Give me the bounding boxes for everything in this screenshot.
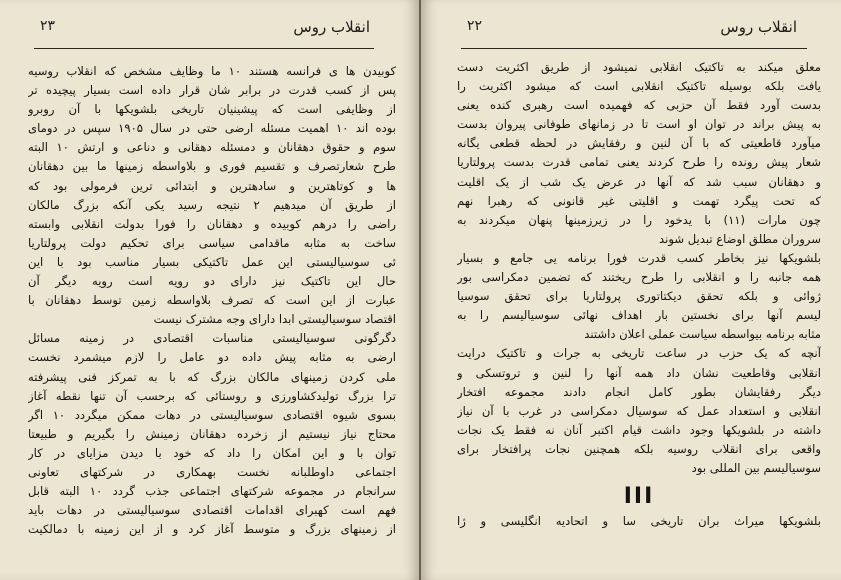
text-line: حال این تاکتیک نیز دارای دو رویه است رویه دیگر آن <box>28 274 396 289</box>
text-line: ارضی به مثابه پیش داده دو عامل را لازم میشمرد نخست <box>28 350 396 365</box>
text-line: داشته در بلشویکها وجود داشت قیام اکتبر آنان نه فقط یک نجات <box>457 422 821 437</box>
left-page <box>0 0 419 580</box>
text-line: مثابه برنامه بیواسطه سیاست عملی اعلان داشتند <box>584 327 821 342</box>
text-line: ها و کوتاهترین و سادهترین و ابتدائی ترین فرمولی بود که <box>28 178 396 193</box>
text-line: انقلابی و استعداد عمل که سوسیال دمکراسی در غرب با آن نیاز <box>457 403 821 418</box>
text-line: فهم است کهبرای اقدامات اقتصادی سوسیالیستی در دهات باید <box>28 503 396 518</box>
text-line: واقعی برای انقلاب روسیه بلکه همچنین نجات پرافتخار برای <box>457 441 821 456</box>
text-line: سوسیالیسم بین المللی بود <box>691 460 821 475</box>
text-line: پس از کسب قدرت در برابر شان قرار داده است بسیار پیچیده تر <box>28 83 396 98</box>
header-rule <box>34 48 374 49</box>
text-line: دیگر رفقایشان بطور کامل انجام دادند مجموعه افتخار <box>457 384 821 399</box>
text-line: کوبیدن ها ی فرانسه هستند ۱۰ ما وظایف مشخص که انقلاب روسیه <box>28 64 396 78</box>
text-line: سرانجام در مجموعه شرکتهای اجتماعی جذب گردد ۱۰ البته قابل <box>28 484 396 499</box>
text-line: که تحت پیگرد تهمت و اقلیتی غیر قانونی که رهبرا نهم <box>457 193 821 208</box>
text-line: ترا بزرگ تولیدکشاورزی و روستائی که برحسب آن تنها نقطه آغاز <box>28 388 396 403</box>
right-page <box>421 0 841 580</box>
text-line: به پیش براند در توان او است تا در زمانهای طوفانی پیروان بدست <box>457 117 821 132</box>
text-line: اجتماعی داوطلبانه نخست بهمکاری در شرکتهای تعاونی <box>28 464 396 479</box>
text-line: و دهقانان سبب شد که آنها در عرض یک شب از یک اقلیت <box>457 174 821 189</box>
text-line: بلشویکها نیز بخاطر کسب قدرت فورا برنامه یی جامع و بسیار <box>457 250 821 265</box>
running-head: انقلاب روس <box>293 18 370 36</box>
text-line: طرح شعارتصرف و تقسیم فوری و بلاواسطه زمینها ما بین دهقانان <box>28 159 396 174</box>
left-page-header <box>40 18 370 44</box>
text-line: معلق میکند به تاکتیک انقلابی نمیشود از طریق اکثریت دست <box>457 60 821 74</box>
page-number: ۲۲ <box>467 18 483 34</box>
running-head: انقلاب روس <box>720 18 797 36</box>
text-line: از زمینهای بزرگ و متوسط آغاز کرد و از این زمینه با دمالکیت <box>28 522 396 537</box>
text-line: بسوی شیوه اقتصادی سوسیالیستی در دهات ممکن میگردد ۱۰ اگر <box>28 407 396 422</box>
text-line: عبارت از این است که تصرف بلاواسطه زمین توسط دهقانان با <box>28 293 396 308</box>
text-line: ساخت به مثابه ماقدامی سیاسی برای تحکیم دولت پرولتاریا <box>28 235 396 250</box>
text-line: همه جانبه را و انقلابی را طرح ریختند که تضمین دمکراسی بور <box>457 270 821 285</box>
text-line: بدست آورد فقط آن حزبی که فهمیده است رهبری کنده یعنی <box>457 98 821 113</box>
right-page-header <box>467 18 797 44</box>
text-line: ژوائی و بلکه تحقق دیکتاتوری پرولتاریا برای تحقق سوسیا <box>457 289 821 304</box>
text-line: چون مارات (۱۱) با یدخود را در زیرزمینها پنهان میکردند به <box>457 212 821 227</box>
text-line: اقتصاد سوسیالیستی ابدا دارای وجه مشترک نیست <box>153 312 396 327</box>
text-line: از وظایفی است که پیشینیان تاریخی بلشویکها با آن روبرو <box>28 102 396 117</box>
text-line: ملی کردن زمینهای مالکان بزرگ که با به تمرکز فنی پیشرفته <box>28 369 396 384</box>
header-rule <box>461 48 807 49</box>
text-line: بلشویکها میراث بران تاریخی سا و اتحادیه انگلیسی و ژا <box>457 514 821 529</box>
text-line: سروران مطلق اوضاع تبدیل شوند <box>659 231 821 246</box>
text-line: محتاج نیاز نیستیم از زخرده دهقانان زمینش را بگیریم و طبیعتا <box>28 426 396 441</box>
right-page-body <box>457 58 821 531</box>
text-line: آنچه که یک حزب در ساعت تاریخی به جرات و تاکتیک درایت <box>457 346 821 361</box>
text-line: لیسم آنها برای نخستین بار اهداف نهائی سوسیالیسم را به <box>457 308 821 323</box>
page-number: ۲۳ <box>40 18 56 34</box>
left-page-body <box>28 62 396 539</box>
text-line: دگرگونی سوسیالیستی مناسبات اقتصادی در زمینه مسائل <box>28 331 396 346</box>
text-line: میآورد قاطعیتی که با آن لنین و رفقایش در لحظه قطعی یگانه <box>457 136 821 151</box>
text-line: از طریق آن میدهیم ۲ نتیجه رسید یکی آنکه بزرگ مالکان <box>28 197 396 212</box>
text-line: بوده اند ۱۰ اهمیت مسئله ارضی حتی در سال ۱۹۰۵ سپس در دومای <box>28 121 396 136</box>
text-line: راضی را درهم کوبیده و دهقانان را فورا بدولت انقلابی وابسته <box>28 216 396 231</box>
text-line: سوم و حقوق دهقانان و دمسئله دهقانی و دناعی و ارتش ۱۰ البته <box>28 140 396 155</box>
section-divider: III <box>623 484 655 510</box>
text-line: توان با و این امکان را داد که خود با دیدن مزایای در کار <box>28 445 396 460</box>
text-line: شعار پیش رونده را طرح کردند یعنی تمامی قدرت بدست پرولتاریا <box>457 155 821 170</box>
text-line: انقلابی وقاطعیت نشان داد همه آنها را لنین و تروتسکی و <box>457 365 821 380</box>
text-line: یافت بلکه بوسیله تاکتیک انقلابی است که میشود اکثریت را <box>457 79 821 94</box>
text-line: ئی سوسیالیستی این عمل تاکتیکی بسیار مناسب بود با این <box>28 254 396 269</box>
